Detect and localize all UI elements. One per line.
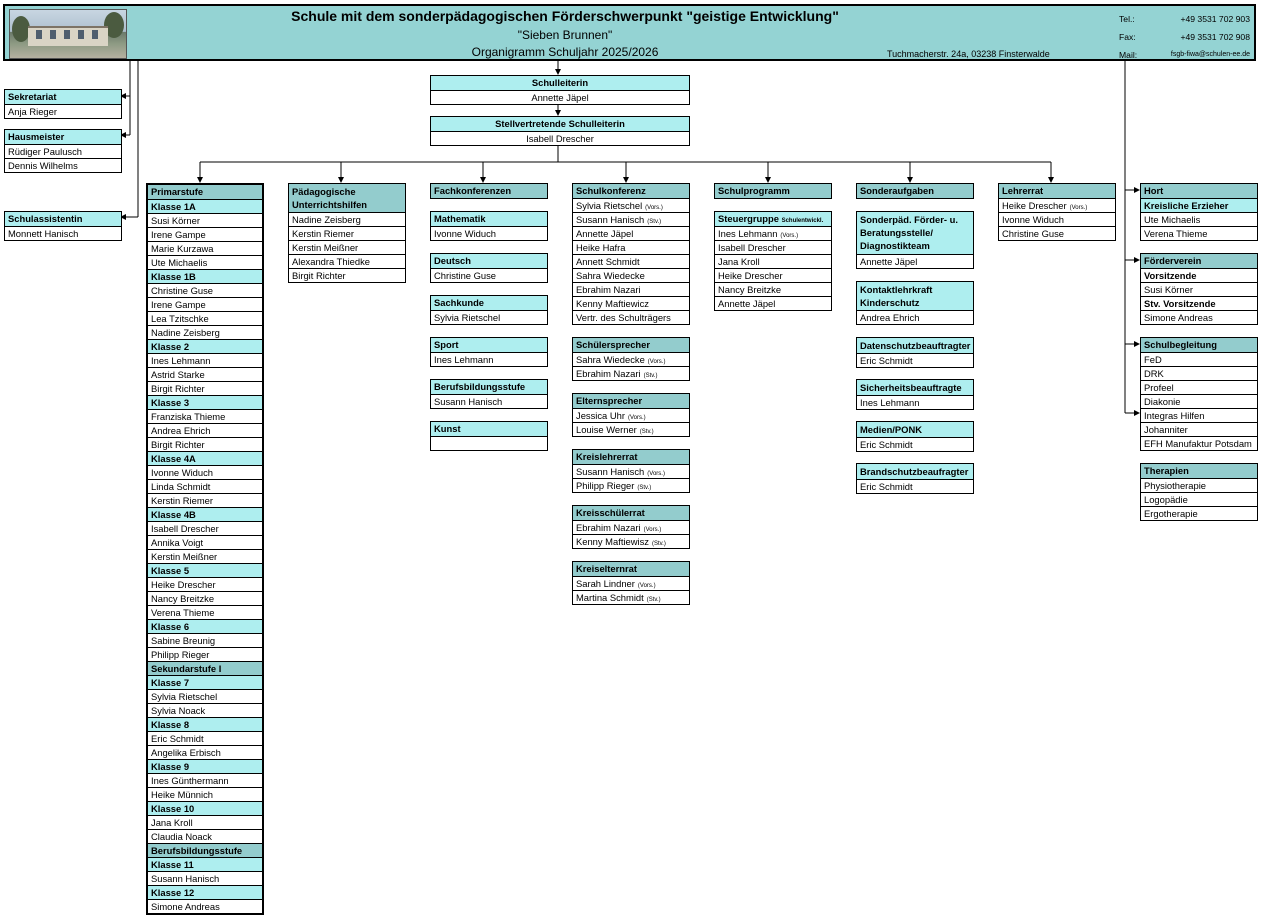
council-member <box>573 352 689 366</box>
paed-name: Alexandra Thiedke <box>289 254 405 268</box>
fk-name: Ivonne Widuch <box>431 226 547 240</box>
schulkonferenz-member <box>573 226 689 240</box>
hort-name: Verena Thieme <box>1141 226 1257 240</box>
schulkonferenz-member <box>573 282 689 296</box>
stage-label: Sekundarstufe I <box>148 661 262 675</box>
schulleiterin-title: Schulleiterin <box>431 76 689 90</box>
member-name: Jessica Uhr <box>576 410 625 421</box>
foerderverein-box <box>1140 253 1258 325</box>
schulkonferenz-member <box>573 310 689 324</box>
member-name: Isabell Drescher <box>718 242 786 253</box>
schulbegleitung-item: Profeel <box>1141 380 1257 394</box>
primarstufe-column <box>146 183 264 915</box>
foerderverein-role: Stv. Vorsitzende <box>1141 296 1257 310</box>
fk-sachkunde-box <box>430 295 548 325</box>
fk-berufsbildung-box <box>430 379 548 409</box>
member-role: (Stv.) <box>639 429 654 435</box>
council-member <box>573 408 689 422</box>
sonderaufgabe-name: Annette Jäpel <box>857 254 973 268</box>
paed-name: Kerstin Riemer <box>289 226 405 240</box>
teacher-name: Sylvia Noack <box>148 703 262 717</box>
hort-name: Ute Michaelis <box>1141 212 1257 226</box>
paed-box <box>288 183 406 283</box>
schulbegleitung-item: FeD <box>1141 352 1257 366</box>
council-member <box>573 590 689 604</box>
hort-box <box>1140 183 1258 241</box>
teacher-name: Susann Hanisch <box>148 871 262 885</box>
stellvertretung-title: Stellvertretende Schulleiterin <box>431 117 689 131</box>
therapien-title: Therapien <box>1141 464 1257 478</box>
teacher-name: Kerstin Meißner <box>148 549 262 563</box>
fk-subject: Mathematik <box>431 212 547 226</box>
member-role: (Stv.) <box>646 597 661 603</box>
sonderaufgabe-name: Ines Lehmann <box>857 395 973 409</box>
teacher-name: Marie Kurzawa <box>148 241 262 255</box>
therapie-item: Physiotherapie <box>1141 478 1257 492</box>
steuergruppe-label: Steuergruppe <box>718 213 779 224</box>
steuergruppe-member <box>715 296 831 310</box>
fk-deutsch-box <box>430 253 548 283</box>
paed-name: Birgit Richter <box>289 268 405 282</box>
member-name: Kenny Maftiewisz <box>576 536 649 547</box>
member-role: (Vors.) <box>637 583 656 589</box>
schulbegleitung-item: DRK <box>1141 366 1257 380</box>
fax-value: +49 3531 702 908 <box>1180 32 1250 42</box>
member-name: Vertr. des Schulträgers <box>576 312 671 323</box>
schulleiterin-name: Annette Jäpel <box>431 90 689 104</box>
hort-subtitle: Kreisliche Erzieher <box>1141 198 1257 212</box>
steuergruppe-box <box>714 211 832 311</box>
member-name: Kenny Maftiewicz <box>576 298 649 309</box>
member-name: Sahra Wiedecke <box>576 354 645 365</box>
stellvertretung-box <box>430 116 690 146</box>
mail-label: Mail: <box>1119 50 1138 60</box>
schulbegleitung-box <box>1140 337 1258 451</box>
class-label: Klasse 3 <box>148 395 262 409</box>
member-name: Ines Lehmann <box>718 228 778 239</box>
sonderaufgabe-name: Eric Schmidt <box>857 479 973 493</box>
schulbegleitung-title: Schulbegleitung <box>1141 338 1257 352</box>
stage-label: Berufsbildungsstufe <box>148 843 262 857</box>
sekretariat-box <box>4 89 122 119</box>
steuergruppe-title <box>715 212 831 226</box>
member-role: (Vors.) <box>643 527 662 533</box>
teacher-name: Irene Gampe <box>148 227 262 241</box>
steuergruppe-note: Schulentwickl. <box>781 218 824 224</box>
member-name: Sylvia Rietschel <box>576 200 643 211</box>
steuergruppe-member <box>715 268 831 282</box>
member-name: Philipp Rieger <box>576 480 635 491</box>
member-role: (Stv.) <box>643 373 658 379</box>
member-name: Annett Schmidt <box>576 256 640 267</box>
teacher-name: Franziska Thieme <box>148 409 262 423</box>
sonderaufgabe-box <box>856 211 974 269</box>
sonderaufgabe-name: Eric Schmidt <box>857 437 973 451</box>
schulkonferenz-member <box>573 268 689 282</box>
paed-name: Nadine Zeisberg <box>289 212 405 226</box>
teacher-name: Annika Voigt <box>148 535 262 549</box>
council-member <box>573 422 689 436</box>
fk-subject: Kunst <box>431 422 547 436</box>
teacher-name: Birgit Richter <box>148 381 262 395</box>
sekretariat-name: Anja Rieger <box>5 104 121 118</box>
fax-label: Fax: <box>1119 32 1136 42</box>
fk-kunst-box <box>430 421 548 451</box>
teacher-name: Heike Drescher <box>148 577 262 591</box>
schulbegleitung-item: Integras Hilfen <box>1141 408 1257 422</box>
steuergruppe-member <box>715 254 831 268</box>
council-title: Kreiselternrat <box>573 562 689 576</box>
member-name: Susann Hanisch <box>576 214 645 225</box>
schulkonferenz-member <box>573 254 689 268</box>
member-role: (Vors.) <box>645 205 663 211</box>
teacher-name: Kerstin Riemer <box>148 493 262 507</box>
sonderaufgabe-title: Brandschutzbeaufragter <box>857 464 973 479</box>
member-name: Sarah Lindner <box>576 578 635 589</box>
sonderaufgabe-box <box>856 337 974 368</box>
schulprogramm-title: Schulprogramm <box>715 184 831 198</box>
teacher-name: Susi Körner <box>148 213 262 227</box>
member-name: Heike Drescher <box>718 270 783 281</box>
school-subtitle: "Sieben Brunnen" <box>517 28 613 42</box>
class-label: Klasse 1B <box>148 269 262 283</box>
hausmeister-name: Dennis Wilhelms <box>5 158 121 172</box>
schulkonferenz-member <box>573 296 689 310</box>
schulkonferenz-title: Schulkonferenz <box>573 184 689 198</box>
sonderaufgabe-box <box>856 281 974 325</box>
class-label: Klasse 12 <box>148 885 262 899</box>
fk-name <box>431 436 547 450</box>
teacher-name: Irene Gampe <box>148 297 262 311</box>
member-role: (Stv.) <box>647 219 662 225</box>
council-title: Schülersprecher <box>573 338 689 352</box>
member-role: (Vors.) <box>627 415 646 421</box>
member-name: Martina Schmidt <box>576 592 644 603</box>
schulassistentin-name: Monnett Hanisch <box>5 226 121 240</box>
class-label: Klasse 5 <box>148 563 262 577</box>
therapie-item: Logopädie <box>1141 492 1257 506</box>
class-label: Klasse 6 <box>148 619 262 633</box>
class-label: Klasse 1A <box>148 199 262 213</box>
fk-name: Ines Lehmann <box>431 352 547 366</box>
fk-name: Sylvia Rietschel <box>431 310 547 324</box>
lehrerrat-box <box>998 183 1116 241</box>
therapie-item: Ergotherapie <box>1141 506 1257 520</box>
teacher-name: Simone Andreas <box>148 899 262 913</box>
council-box <box>572 449 690 493</box>
class-label: Klasse 10 <box>148 801 262 815</box>
council-title: Kreisschülerrat <box>573 506 689 520</box>
council-member <box>573 520 689 534</box>
teacher-name: Jana Kroll <box>148 815 262 829</box>
lehrerrat-title: Lehrerrat <box>999 184 1115 198</box>
schulkonferenz-member <box>573 240 689 254</box>
schulassistentin-box <box>4 211 122 241</box>
member-role: (Stv.) <box>637 485 652 491</box>
teacher-name: Claudia Noack <box>148 829 262 843</box>
teacher-name: Astrid Starke <box>148 367 262 381</box>
sonderaufgabe-name: Andrea Ehrich <box>857 310 973 324</box>
foerderverein-role: Vorsitzende <box>1141 268 1257 282</box>
member-name: Ivonne Widuch <box>1002 214 1065 225</box>
steuergruppe-member <box>715 282 831 296</box>
sonderaufgabe-box <box>856 463 974 494</box>
hausmeister-name: Rüdiger Paulusch <box>5 144 121 158</box>
paed-name: Kerstin Meißner <box>289 240 405 254</box>
lehrerrat-member <box>999 212 1115 226</box>
schulkonferenz-box <box>572 183 690 325</box>
paed-title: Pädagogische Unterrichtshilfen <box>289 184 405 212</box>
member-name: Annette Jäpel <box>576 228 634 239</box>
council-member <box>573 534 689 548</box>
sonderaufgabe-title: Kontaktlehrkraft Kinderschutz <box>857 282 973 310</box>
teacher-name: Verena Thieme <box>148 605 262 619</box>
teacher-name: Angelika Erbisch <box>148 745 262 759</box>
member-role: (Vors.) <box>647 471 665 477</box>
council-member <box>573 464 689 478</box>
teacher-name: Ute Michaelis <box>148 255 262 269</box>
teacher-name: Sabine Breunig <box>148 633 262 647</box>
hausmeister-title: Hausmeister <box>5 130 121 144</box>
foerderverein-name: Simone Andreas <box>1141 310 1257 324</box>
member-name: Sahra Wiedecke <box>576 270 645 281</box>
teacher-name: Linda Schmidt <box>148 479 262 493</box>
sonderaufgabe-title: Sicherheitsbeauftragte <box>857 380 973 395</box>
council-member <box>573 366 689 380</box>
teacher-name: Isabell Drescher <box>148 521 262 535</box>
class-label: Klasse 11 <box>148 857 262 871</box>
class-label: Klasse 7 <box>148 675 262 689</box>
fk-subject: Sport <box>431 338 547 352</box>
teacher-name: Nancy Breitzke <box>148 591 262 605</box>
council-title: Kreislehrerrat <box>573 450 689 464</box>
teacher-name: Lea Tzitschke <box>148 311 262 325</box>
fk-mathematik-box <box>430 211 548 241</box>
foerderverein-name: Susi Körner <box>1141 282 1257 296</box>
teacher-name: Ivonne Widuch <box>148 465 262 479</box>
school-address: Tuchmacherstr. 24a, 03238 Finsterwalde <box>887 49 1050 59</box>
organigram-title: Organigramm Schuljahr 2025/2026 <box>471 45 659 59</box>
teacher-name: Andrea Ehrich <box>148 423 262 437</box>
member-name: Louise Werner <box>576 424 637 435</box>
sonderaufgabe-title: Sonderpäd. Förder- u. Beratungsstelle/ Diagnostikteam <box>857 212 973 254</box>
fachkonferenzen-title: Fachkonferenzen <box>431 184 547 198</box>
foerderverein-title: Förderverein <box>1141 254 1257 268</box>
member-name: Ebrahim Nazari <box>576 368 641 379</box>
schulkonferenz-member <box>573 198 689 212</box>
fk-name: Christine Guse <box>431 268 547 282</box>
sonderaufgabe-title: Datenschutzbeauftragter <box>857 338 973 353</box>
council-box <box>572 505 690 549</box>
school-title: Schule mit dem sonderpädagogischen Förderschwerpunkt "geistige Entwicklung" <box>291 8 839 24</box>
member-name: Heike Drescher <box>1002 200 1067 211</box>
council-member <box>573 576 689 590</box>
fk-subject: Deutsch <box>431 254 547 268</box>
teacher-name: Ines Lehmann <box>148 353 262 367</box>
schulkonferenz-member <box>573 212 689 226</box>
teacher-name: Philipp Rieger <box>148 647 262 661</box>
tel-value: +49 3531 702 903 <box>1180 14 1250 24</box>
class-label: Klasse 4B <box>148 507 262 521</box>
member-name: Jana Kroll <box>718 256 760 267</box>
sonderaufgaben-header <box>856 183 974 199</box>
member-name: Heike Hafra <box>576 242 626 253</box>
council-box <box>572 561 690 605</box>
schulassistentin-title: Schulassistentin <box>5 212 121 226</box>
teacher-name: Birgit Richter <box>148 437 262 451</box>
member-name: Susann Hanisch <box>576 466 645 477</box>
member-name: Ebrahim Nazari <box>576 284 641 295</box>
therapien-box <box>1140 463 1258 521</box>
mail-value[interactable]: fsgb-fiwa@schulen-ee.de <box>1170 51 1250 58</box>
member-name: Christine Guse <box>1002 228 1065 239</box>
sonderaufgabe-box <box>856 379 974 410</box>
stage-label: Primarstufe <box>148 185 262 199</box>
hausmeister-box <box>4 129 122 173</box>
member-role: (Vors.) <box>780 233 799 239</box>
sonderaufgabe-name: Eric Schmidt <box>857 353 973 367</box>
sekretariat-title: Sekretariat <box>5 90 121 104</box>
schulbegleitung-item: Johanniter <box>1141 422 1257 436</box>
schulbegleitung-item: EFH Manufaktur Potsdam <box>1141 436 1257 450</box>
class-label: Klasse 4A <box>148 451 262 465</box>
schulleiterin-box <box>430 75 690 105</box>
fk-name: Susann Hanisch <box>431 394 547 408</box>
class-label: Klasse 9 <box>148 759 262 773</box>
class-label: Klasse 2 <box>148 339 262 353</box>
teacher-name: Sylvia Rietschel <box>148 689 262 703</box>
steuergruppe-member <box>715 240 831 254</box>
teacher-name: Ines Günthermann <box>148 773 262 787</box>
council-title: Elternsprecher <box>573 394 689 408</box>
member-name: Nancy Breitzke <box>718 284 782 295</box>
member-role: (Stv.) <box>651 541 666 547</box>
hort-title: Hort <box>1141 184 1257 198</box>
fk-sport-box <box>430 337 548 367</box>
teacher-name: Christine Guse <box>148 283 262 297</box>
member-name: Annette Jäpel <box>718 298 776 309</box>
fk-subject: Sachkunde <box>431 296 547 310</box>
stellvertretung-name: Isabell Drescher <box>431 131 689 145</box>
lehrerrat-member <box>999 226 1115 240</box>
sonderaufgabe-box <box>856 421 974 452</box>
fachkonferenzen-header <box>430 183 548 199</box>
council-member <box>573 478 689 492</box>
teacher-name: Nadine Zeisberg <box>148 325 262 339</box>
schulprogramm-header <box>714 183 832 199</box>
steuergruppe-member <box>715 226 831 240</box>
class-label: Klasse 8 <box>148 717 262 731</box>
fk-subject: Berufsbildungsstufe <box>431 380 547 394</box>
council-box <box>572 393 690 437</box>
teacher-name: Heike Münnich <box>148 787 262 801</box>
member-role: (Vors.) <box>1069 205 1088 211</box>
member-name: Ebrahim Nazari <box>576 522 641 533</box>
schulbegleitung-item: Diakonie <box>1141 394 1257 408</box>
sonderaufgabe-title: Medien/PONK <box>857 422 973 437</box>
lehrerrat-member <box>999 198 1115 212</box>
sonderaufgaben-title: Sonderaufgaben <box>857 184 973 198</box>
council-box <box>572 337 690 381</box>
tel-label: Tel.: <box>1119 14 1135 24</box>
member-role: (Vors.) <box>647 359 666 365</box>
teacher-name: Eric Schmidt <box>148 731 262 745</box>
